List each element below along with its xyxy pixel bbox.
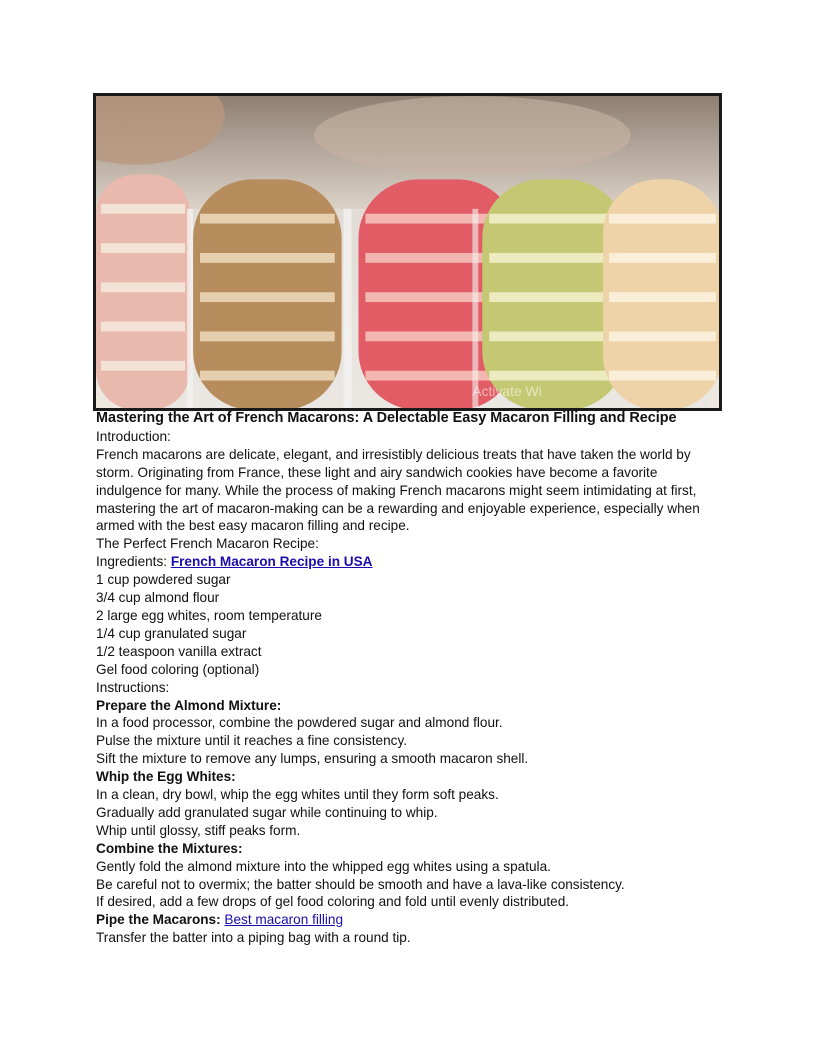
ingredients-line	[96, 553, 736, 571]
article-title: Mastering the Art of French Macarons: A Delectable Easy Macaron Filling and Recipe	[96, 410, 677, 426]
ingredient-item: 3/4 cup almond flour	[96, 590, 220, 606]
step-line: Sift the mixture to remove any lumps, ensuring a smooth macaron shell.	[96, 751, 529, 767]
step-line: If desired, add a few drops of gel food coloring and fold until evenly distributed.	[96, 894, 570, 910]
recipe-heading: The Perfect French Macaron Recipe:	[96, 536, 319, 552]
ingredient-item: 1/4 cup granulated sugar	[96, 625, 247, 641]
macaron-row-vanilla	[603, 179, 719, 408]
step-line: Gradually add granulated sugar while continuing to whip.	[96, 804, 438, 820]
step-line: Pulse the mixture until it reaches a fine consistency.	[96, 733, 408, 749]
best-macaron-filling-link[interactable]: Best macaron filling	[224, 912, 344, 928]
step-heading: Combine the Mixtures:	[96, 840, 243, 856]
instructions-label: Instructions:	[96, 679, 170, 695]
ingredient-item: 1/2 teaspoon vanilla extract	[96, 643, 262, 659]
macaron-row-caramel	[193, 179, 342, 408]
step-line: In a food processor, combine the powdered sugar and almond flour.	[96, 715, 503, 731]
step-line: Be careful not to overmix; the batter should be smooth and have a lava-like consistency.	[96, 876, 625, 892]
step-heading: Whip the Egg Whites:	[96, 769, 236, 785]
ingredient-item: 1 cup powdered sugar	[96, 572, 231, 588]
step-line: In a clean, dry bowl, whip the egg whites until they form soft peaks.	[96, 787, 499, 803]
article	[96, 410, 736, 947]
macaron-row-pink-light	[96, 174, 190, 408]
ingredient-item: Gel food coloring (optional)	[96, 661, 260, 677]
macaron-photo	[96, 96, 719, 408]
pipe-line: Transfer the batter into a piping bag with a round tip.	[96, 930, 411, 946]
hero-image	[93, 93, 722, 411]
pipe-heading: Pipe the Macarons:	[96, 912, 225, 928]
pipe-heading-line	[96, 911, 736, 929]
watermark-text: Activate Wi	[472, 384, 542, 400]
intro-heading: Introduction:	[96, 428, 171, 444]
ingredients-list	[96, 571, 736, 678]
step-line: Whip until glossy, stiff peaks form.	[96, 822, 301, 838]
step-heading: Prepare the Almond Mixture:	[96, 697, 282, 713]
step-line: Gently fold the almond mixture into the whipped egg whites using a spatula.	[96, 858, 551, 874]
intro-paragraph: French macarons are delicate, elegant, and irresistibly delicious treats that have taken the world by storm. Originating from France, these light and airy sandwich cookies have become a favorite indulgence for many. While the process of making French macarons might seem intimidating at first, mastering the art of macaron-making can be a rewarding and enjoyable experience, especially when armed with the best easy macaron filling and recipe.	[96, 446, 700, 534]
ingredient-item: 2 large egg whites, room temperature	[96, 607, 322, 623]
french-macaron-recipe-link[interactable]: French Macaron Recipe in USA	[170, 554, 373, 570]
ingredients-label: Ingredients:	[96, 554, 171, 570]
